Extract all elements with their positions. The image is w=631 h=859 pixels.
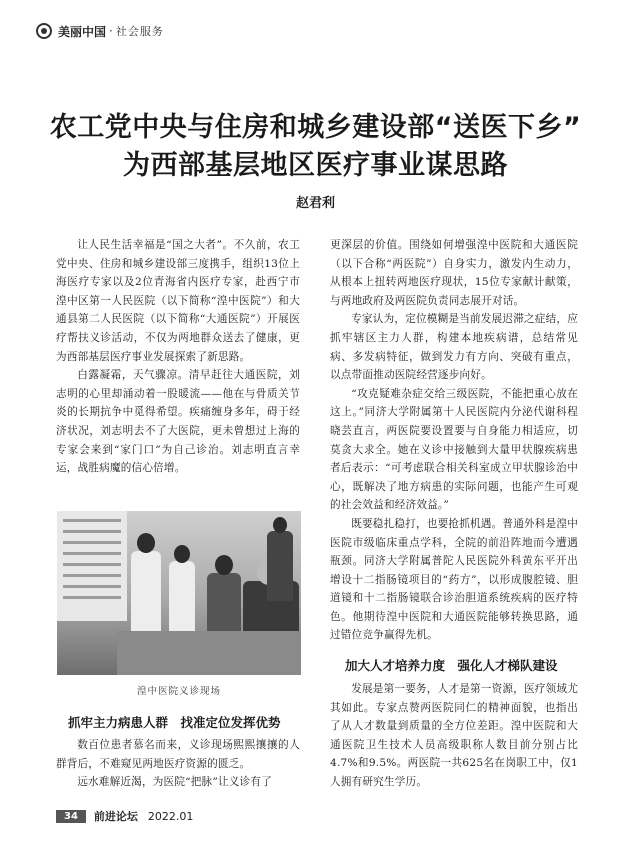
paragraph: 发展是第一要务，人才是第一资源，医疗领域尤其如此。专家点赞两医院同仁的精神面貌，也指出了从人才数量到质量的全方位差距。湟中医院和大通医院卫生技术人员高级职称人数目前分别占比4.7%和9.5%。两医院一共625名在岗职工中，仅1人拥有研究生学历。 — [330, 683, 578, 788]
paragraph: 白露凝霜，天气骤凉。清早赶往大通医院，刘志明的心里却涌动着一股暖流——他在与骨质关节炎的长期抗争中觅得希望。疾痛缠身多年，碍于经济状况，刘志明去不了大医院，更未曾想过上海的专家会来到“家门口”为自己诊治。刘志明直言幸运，战胜病魔的信心倍增。 — [56, 369, 300, 475]
paragraph: 数百位患者慕名而来，义诊现场熙熙攘攘的人群背后，不难窥见两地医疗资源的匮乏。 — [56, 739, 300, 770]
journal-name: 前进论坛 — [93, 810, 138, 823]
left-column-intro — [56, 236, 300, 478]
right-column — [330, 236, 578, 645]
article-title-line-2: 为西部基层地区医疗事业谋思路 — [123, 150, 508, 181]
paragraph: 让人民生活幸福是“国之大者”。不久前，农工党中央、住房和城乡建设部三度携手，组织13位上海医疗专家以及2位青海省内医疗专家，赴西宁市湟中区第一人民医院（以下简称“湟中医院”）和大通县第二人民医院（以下简称“大通医院”）开展医疗帮扶义诊活动，不仅为两地群众送去了健康，更为西部基层医疗事业发展探索了新思路。 — [56, 239, 300, 363]
header-separator: · — [109, 24, 113, 38]
article-title-line-1: 农工党中央与住房和城乡建设部“送医下乡” — [49, 112, 582, 143]
paragraph: 更深层的价值。围绕如何增强湟中医院和大通医院（以下合称“两医院”）自身实力，激发内生动力，从根本上扭转两地医疗现状，15位专家献计献策，与两地政府及两医院负责同志展开对话。 — [330, 239, 578, 307]
brand-name: 美丽中国 — [58, 24, 107, 39]
section-heading-talent: 加大人才培养力度 强化人才梯队建设 — [345, 658, 558, 673]
section-name: 社会服务 — [115, 25, 164, 38]
photo-caption: 湟中医院义诊现场 — [136, 686, 221, 697]
paragraph: 专家认为，定位模糊是当前发展迟滞之症结，应抓牢辖区主力人群，构建本地疾病谱，总结常见病、多发病特征，做到发力有方向、突破有重点，以点带面推动医院经营逐步向好。 — [330, 313, 578, 382]
paragraph: 远水难解近渴，为医院“把脉”让义诊有了 — [77, 776, 272, 789]
paragraph: 既要稳扎稳打，也要抢抓机遇。普通外科是湟中医院市级临床重点学科，全院的前沿阵地而今遭遇瓶颈。同济大学附属普陀人民医院外科黄东平开出增设十二指肠镜项目的“药方”，以形成腹腔镜、胆道镜和十二指肠镜联合诊治胆道系统疾病的医疗特色。他期待湟中医院和大通医院能够转换思路，通过错位竞争赢得先机。 — [330, 517, 578, 642]
left-column-section — [56, 736, 300, 792]
photo-banner — [57, 511, 127, 621]
journal-issue: 2022.01 — [147, 809, 194, 823]
brand-logo-icon — [36, 23, 52, 39]
clinic-photo — [57, 511, 301, 675]
section-heading-positioning: 抓牢主力病患人群 找准定位发挥优势 — [68, 715, 281, 730]
paragraph: “攻克疑难杂症交给三级医院，不能把重心放在这上。”同济大学附属第十人民医院内分泌代谢科程晓芸直言，两医院要设置要与自身能力相适应，切莫贪大求全。她在义诊中接触到大量甲状腺疾病患者后表示：“可考虑联合相关科室成立甲状腺诊治中心，既解决了地方病患的实际问题，也能产生可观的社会效益和经济效益。” — [330, 387, 578, 512]
page-header — [36, 20, 164, 42]
right-column-section — [330, 680, 578, 792]
page-footer — [56, 808, 193, 824]
article-author: 赵君利 — [295, 196, 335, 211]
page-number: 34 — [56, 810, 86, 823]
